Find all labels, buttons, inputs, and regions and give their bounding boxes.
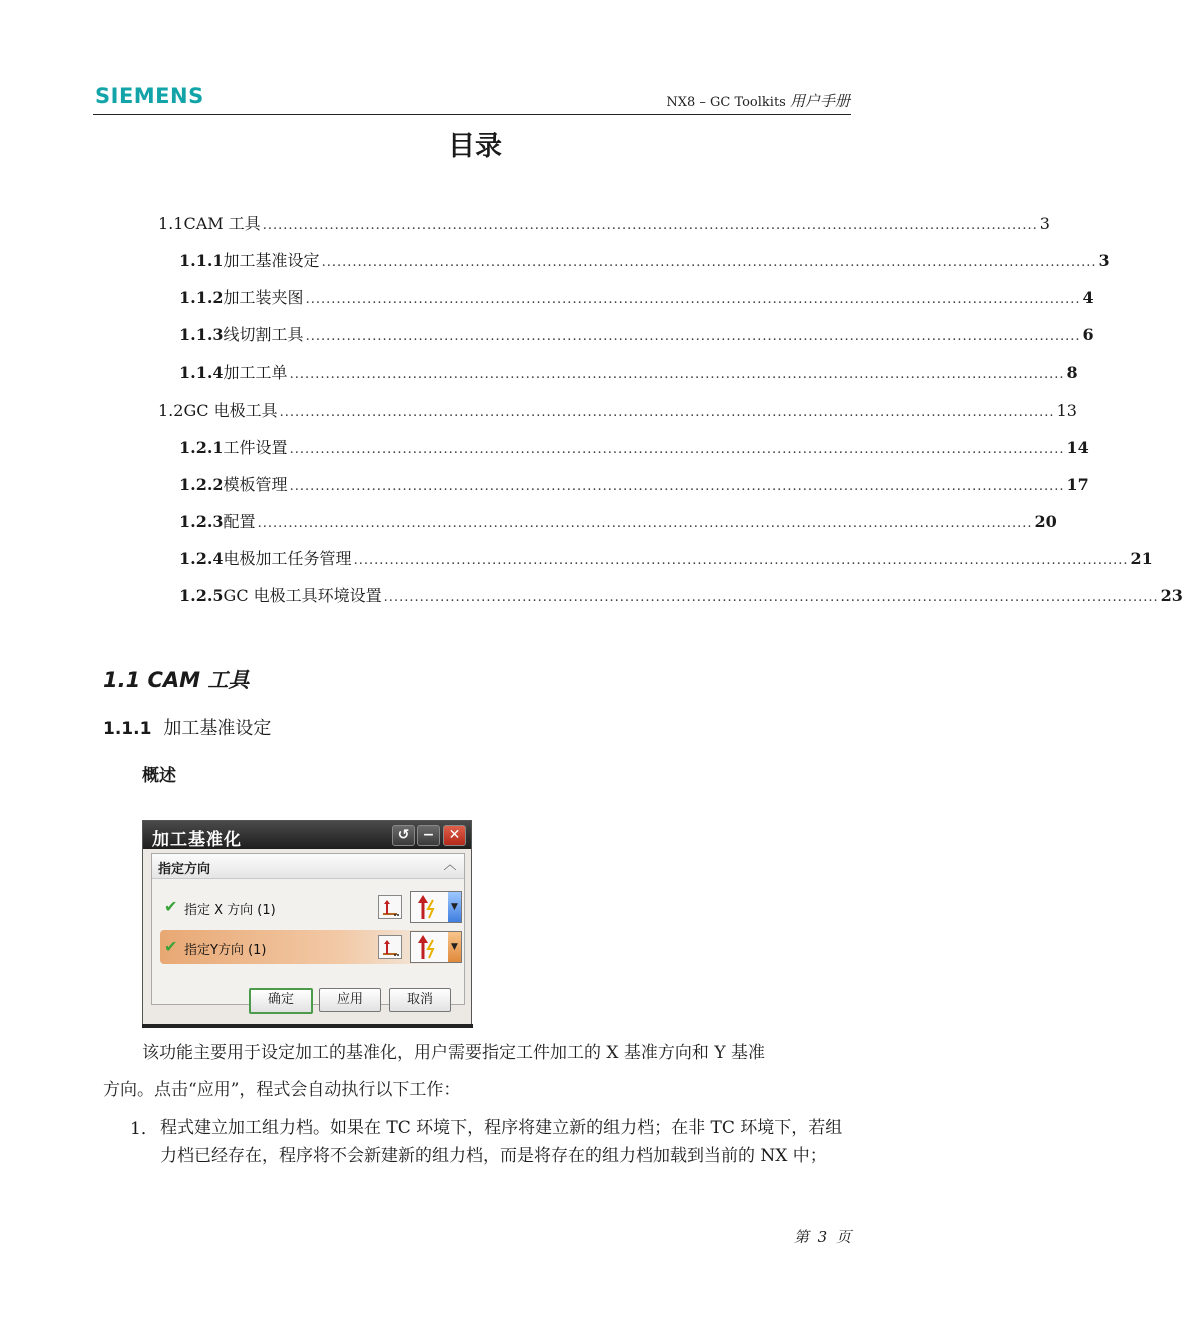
toc-leader: ....................................................................................................................................................... (257, 516, 1033, 531)
toc-entry[interactable] (179, 435, 1089, 457)
dialog-footer (143, 981, 471, 1025)
header-title-italic: 用户手册 (789, 92, 850, 110)
reset-icon[interactable]: ↺ (392, 825, 415, 846)
toc-title: 目录 (448, 131, 502, 162)
toc-page: 20 (1034, 512, 1057, 531)
toc-entry[interactable] (179, 583, 1183, 605)
page-number: 第 3 页 (793, 1228, 853, 1246)
toc-entry[interactable] (179, 248, 1110, 270)
toc-number: 1.2.5 (179, 586, 224, 605)
toc-page: 13 (1056, 401, 1077, 420)
toc-page: 23 (1160, 586, 1183, 605)
section-heading-1: 1.1 CAM 工具 (103, 668, 250, 692)
ok-button[interactable]: 确定 (249, 988, 313, 1014)
toc-leader: ....................................................................................................................................................... (305, 329, 1081, 344)
toc-page: 8 (1066, 363, 1078, 382)
siemens-logo: SIEMENS (95, 84, 204, 108)
toc-page: 3 (1039, 214, 1050, 233)
inferred-vector-icon[interactable] (410, 931, 462, 963)
toc-number: 1.1.1 (179, 251, 224, 270)
toc-number: 1.2.2 (179, 475, 224, 494)
checkmark-icon: ✔ (164, 937, 178, 956)
toc-text: CAM 工具 (183, 214, 261, 233)
toc-text: 加工装夹图 (223, 288, 304, 307)
chevron-up-icon[interactable]: ︿ (443, 858, 457, 873)
minimize-icon[interactable]: − (417, 825, 440, 846)
toc-text: GC 电极工具 (183, 401, 278, 420)
vector-dialog-icon[interactable] (378, 935, 402, 959)
toc-number: 1.1.4 (179, 363, 224, 382)
toc-entry[interactable] (179, 546, 1153, 568)
toc-number: 1.2.4 (179, 549, 224, 568)
toc-number: 1.2.3 (179, 512, 224, 531)
toc-entry[interactable] (179, 285, 1094, 307)
vector-dialog-icon[interactable] (378, 895, 402, 919)
group-header[interactable] (152, 854, 464, 879)
toc-leader: ....................................................................................................................................................... (289, 367, 1065, 382)
toc-page: 4 (1082, 288, 1094, 307)
toc-page: 6 (1082, 325, 1094, 344)
toc-text: 模板管理 (223, 475, 288, 494)
toc-text: GC 电极工具环境设置 (223, 586, 382, 605)
toc-leader: ....................................................................................................................................................... (262, 218, 1038, 233)
toc-entry[interactable] (179, 322, 1094, 344)
section-heading-2 (103, 714, 271, 740)
toc-number: 1.1.2 (179, 288, 224, 307)
inferred-vector-icon[interactable] (410, 891, 462, 923)
toc-text: 工件设置 (223, 438, 288, 457)
list-item-number: 1． (130, 1119, 158, 1139)
toc-entry[interactable] (179, 472, 1089, 494)
toc-entry[interactable] (179, 360, 1078, 382)
toc-leader: ....................................................................................................................................................... (289, 442, 1065, 457)
dialog-titlebar (143, 821, 471, 849)
datum-dialog-screenshot (142, 820, 472, 1027)
toc-entry[interactable] (158, 398, 1077, 420)
checkmark-icon: ✔ (164, 897, 178, 916)
specify-y-direction-label: 指定Y方向 (1) (184, 943, 267, 958)
toc-entry[interactable] (158, 211, 1050, 233)
document-header-title (666, 90, 850, 111)
cancel-button[interactable]: 取消 (389, 988, 451, 1012)
chevron-down-icon[interactable]: ▼ (448, 892, 461, 922)
toc-page: 21 (1130, 549, 1153, 568)
dialog-bottom-border (142, 1024, 473, 1028)
toc-leader: ....................................................................................................................................................... (279, 405, 1055, 420)
toc-number: 1.1 (158, 214, 184, 233)
body-paragraph: 该功能主要用于设定加工的基准化，用户需要指定工件加工的 X 基准方向和 Y 基准 (142, 1043, 765, 1063)
toc-leader: ....................................................................................................................................................... (289, 479, 1065, 494)
toc-number: 1.1.3 (179, 325, 224, 344)
list-item-text: 程式建立加工组力档。如果在 TC 环境下，程序将建立新的组力档；在非 TC 环境下，若组力档已经存在，程序将不会新建新的组力档，而是将存在的组力档加载到当前的 NX 中； (160, 1118, 843, 1166)
toc-text: 加工工单 (223, 363, 288, 382)
section-heading-2-number: 1.1.1 (103, 719, 152, 739)
chevron-down-icon[interactable]: ▼ (448, 932, 461, 962)
group-header-label: 指定方向 (158, 862, 211, 877)
section-heading-3: 概述 (142, 766, 176, 786)
toc-text: 配置 (223, 512, 256, 531)
toc-page: 17 (1066, 475, 1089, 494)
apply-button[interactable]: 应用 (319, 988, 381, 1012)
toc-page: 3 (1098, 251, 1110, 270)
specify-x-direction-row[interactable] (160, 890, 460, 924)
header-title-text: NX8 – GC Toolkits (666, 95, 790, 110)
section-heading-2-text: 加工基准设定 (163, 718, 272, 739)
toc-page: 14 (1066, 438, 1089, 457)
toc-leader: ....................................................................................................................................................... (305, 292, 1081, 307)
toc-leader: ....................................................................................................................................................... (321, 255, 1097, 270)
specify-y-direction-row[interactable] (160, 930, 460, 964)
toc-text: 加工基准设定 (223, 251, 320, 270)
dialog-title: 加工基准化 (152, 830, 242, 850)
body-paragraph: 方向。点击“应用”，程式会自动执行以下工作： (103, 1080, 461, 1100)
specify-x-direction-label: 指定 X 方向 (1) (184, 903, 276, 918)
toc-number: 1.2.1 (179, 438, 224, 457)
toc-number: 1.2 (158, 401, 184, 420)
toc-leader: ....................................................................................................................................................... (383, 590, 1159, 605)
toc-leader: ....................................................................................................................................................... (353, 553, 1129, 568)
toc-text: 电极加工任务管理 (223, 549, 352, 568)
toc-text: 线切割工具 (223, 325, 304, 344)
header-rule (93, 114, 851, 115)
toc-entry[interactable] (179, 509, 1057, 531)
close-icon[interactable]: ✕ (443, 825, 466, 846)
